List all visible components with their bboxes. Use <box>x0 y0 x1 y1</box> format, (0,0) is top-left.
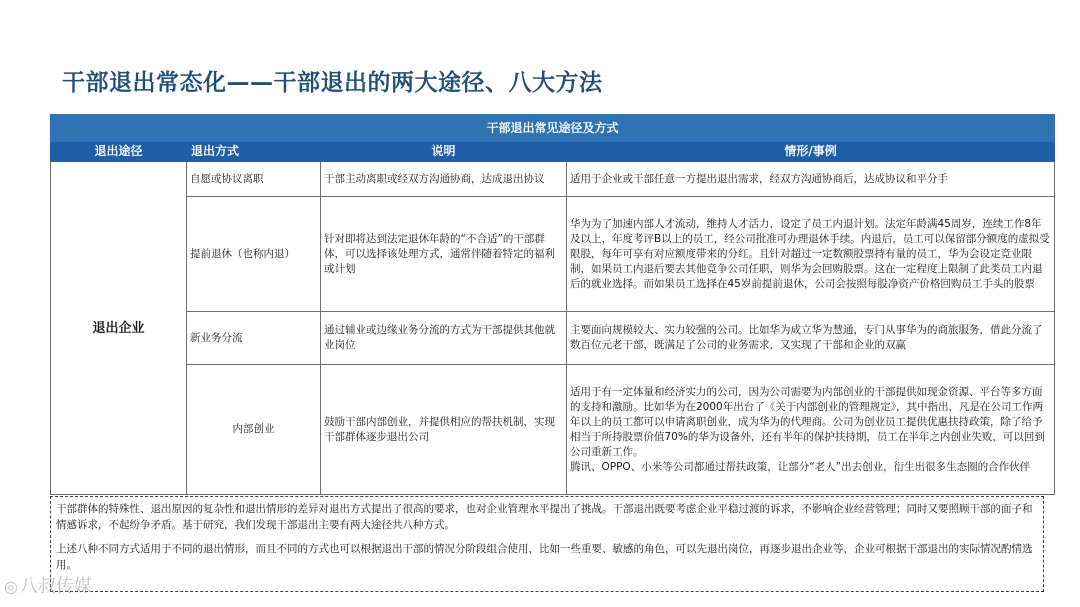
table-row <box>51 197 1055 312</box>
description-line: 干部群体逐步退出公司 <box>324 430 429 443</box>
table-caption: 干部退出常见途径及方式 <box>51 115 1055 142</box>
table-row <box>51 365 1055 495</box>
exit-path-cell: 退出企业 <box>51 162 187 495</box>
case-paragraph: 适用于有一定体量和经济实力的公司，因为公司需要为内部创业的干部提供如现金资源、平台等多方面的支持和激励。比如华为在2000年出台了《关于内部创业的管理规定》，其中指出，凡是在公司工作两年以上的员工都可以申请离职创业，成为华为的代理商。公司为创业员工提供优惠扶持政策，除了给予相当于所持股票价值70%的华为设备外，还有半年的保护扶持期，员工在半年之内创业失败，可以回到公司重新工作。 <box>570 385 1045 458</box>
description-cell: 通过辅业或边缘业务分流的方式为干部提供其他就业岗位 <box>321 312 567 365</box>
summary-note-box <box>50 496 1044 592</box>
header-exit-method: 退出方式 <box>187 142 321 162</box>
table-header-row <box>51 142 1055 162</box>
note-paragraph: 上述八种不同方式适用于不同的退出情形，而且不同的方式也可以根据退出干部的情况分阶段组合使用，比如一些重要、敏感的角色，可以先退出岗位，再逐步退出企业等，企业可根据干部退出的实际情况酌情选用。 <box>56 543 1033 571</box>
page-title: 干部退出常态化——干部退出的两大途径、八大方法 <box>62 70 603 96</box>
case-paragraph: 腾讯、OPPO、小米等公司都通过帮扶政策，让部分“老人”出去创业，衍生出很多生态圈的合作伙伴 <box>570 460 1031 473</box>
case-cell: 华为为了加速内部人才流动，维持人才活力，设定了员工内退计划。法定年龄满45周岁，连续工作8年及以上，年度考评B以上的员工，经公司批准可办理退休手续。内退后，员工可以保留部分额度的虚拟受限股，每年可享有对应额度带来的分红。且针对超过一定数额股票持有量的员工，华为会设定竞业限制，如果员工内退后要去其他竞争公司任职，则华为会回购股票。这在一定程度上限制了此类员工内退后的就业选择。而如果员工选择在45岁前提前退休，公司会按照每股净资产价格回购员工手头的股票 <box>567 197 1055 312</box>
header-exit-path: 退出途径 <box>51 142 187 162</box>
description-cell: 针对即将达到法定退休年龄的“不合适”的干部群体，可以选择该处理方式，通常伴随着特定的福利或计划 <box>321 197 567 312</box>
table-row <box>51 312 1055 365</box>
method-cell: 提前退休（也称内退） <box>187 197 321 312</box>
watermark-logo-icon: ◎ <box>4 577 18 596</box>
header-cases: 情形/事例 <box>567 142 1055 162</box>
exit-methods-table-wrapper <box>50 114 1054 495</box>
exit-methods-table <box>50 114 1055 495</box>
description-cell <box>321 365 567 495</box>
note-paragraph: 干部群体的特殊性、退出原因的复杂性和退出情形的差异对退出方式提出了很高的要求，也对企业管理水平提出了挑战。干部退出既要考虑企业平稳过渡的诉求，不影响企业经营管理；同时又要照顾干部的面子和情感诉求，不起纷争矛盾。基于研究，我们发现干部退出主要有两大途径共八种方式。 <box>56 503 1033 531</box>
method-cell: 新业务分流 <box>187 312 321 365</box>
case-cell: 主要面向规模较大、实力较强的公司。比如华为成立华为慧通，专门从事华为的商旅服务，借此分流了数百位元老干部，既满足了公司的业务需求，又实现了干部和企业的双赢 <box>567 312 1055 365</box>
case-cell <box>567 365 1055 495</box>
description-line: 鼓励干部内部创业，并提供相应的帮扶机制，实现 <box>324 415 555 428</box>
header-description: 说明 <box>321 142 567 162</box>
watermark <box>4 572 92 598</box>
description-cell: 干部主动离职或经双方沟通协商，达成退出协议 <box>321 162 567 197</box>
method-cell: 内部创业 <box>187 365 321 495</box>
watermark-text: 八叔传媒 <box>19 576 92 597</box>
table-row <box>51 162 1055 197</box>
table-caption-row <box>51 115 1055 142</box>
case-cell: 适用于企业或干部任意一方提出退出需求，经双方沟通协商后，达成协议和平分手 <box>567 162 1055 197</box>
method-cell: 自愿或协议离职 <box>187 162 321 197</box>
